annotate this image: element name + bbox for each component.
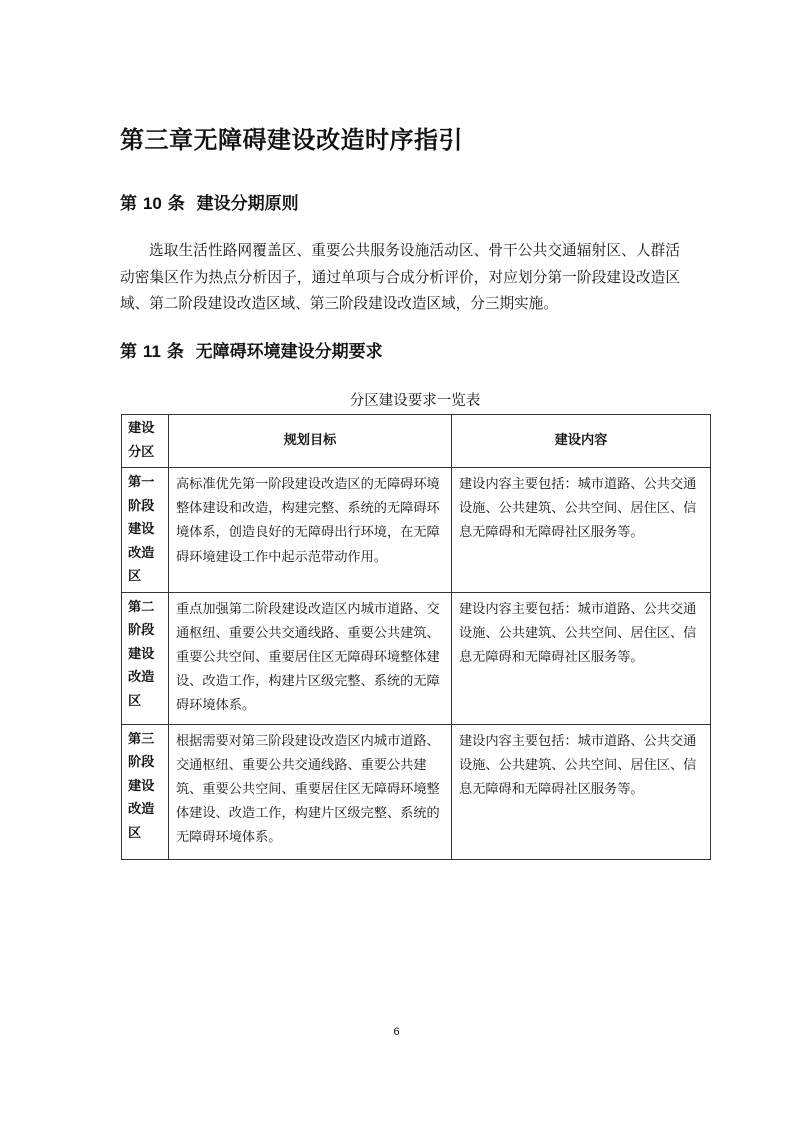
content-cell: 建设内容主要包括：城市道路、公共交通设施、公共建筑、公共空间、居住区、信息无障碍和无障碍社区服务等。 <box>452 592 711 724</box>
article-10-paragraph: 选取生活性路网覆盖区、重要公共服务设施活动区、骨干公共交通辐射区、人群活动密集区作为热点分析因子，通过单项与合成分析评价，对应划分第一阶段建设改造区域、第二阶段建设改造区域、第三阶段建设改造区域，分三期实施。 <box>120 242 680 312</box>
table-header-row <box>122 415 711 468</box>
chapter-title: 第三章无障碍建设改造时序指引 <box>120 126 463 154</box>
article-suffix: 条 <box>167 194 185 214</box>
zone-cell: 第一阶段建设改造区 <box>122 468 169 593</box>
header-goal: 规划目标 <box>169 415 452 468</box>
article-11-heading <box>120 340 383 364</box>
goal-cell: 重点加强第二阶段建设改造区内城市道路、交通枢纽、重要公共交通线路、重要公共建筑、重要公共空间、重要居住区无障碍环境整体建设、改造工作，构建片区级完整、系统的无障碍环境体系。 <box>169 592 452 724</box>
table-row <box>122 592 711 724</box>
zone-cell: 第二阶段建设改造区 <box>122 592 169 724</box>
table-caption: 分区建设要求一览表 <box>349 393 481 409</box>
article-prefix: 第 <box>120 194 137 214</box>
header-content: 建设内容 <box>452 415 711 468</box>
article-number: 11 <box>142 342 161 361</box>
zone-requirements-table <box>121 414 711 860</box>
article-suffix: 条 <box>166 342 184 362</box>
table-row <box>122 468 711 593</box>
article-title: 无障碍环境建设分期要求 <box>195 342 383 362</box>
zone-cell: 第三阶段建设改造区 <box>122 724 169 859</box>
page-number: 6 <box>393 1026 400 1038</box>
article-number: 10 <box>142 194 162 213</box>
goal-cell: 根据需要对第三阶段建设改造区内城市道路、交通枢纽、重要公共交通线路、重要公共建筑、重要公共空间、重要居住区无障碍环境整体建设、改造工作，构建片区级完整、系统的无障碍环境体系。 <box>169 724 452 859</box>
content-cell: 建设内容主要包括：城市道路、公共交通设施、公共建筑、公共空间、居住区、信息无障碍和无障碍社区服务等。 <box>452 724 711 859</box>
article-prefix: 第 <box>120 342 137 362</box>
table-row <box>122 724 711 859</box>
header-zone: 建设分区 <box>122 415 169 468</box>
content-cell: 建设内容主要包括：城市道路、公共交通设施、公共建筑、公共空间、居住区、信息无障碍和无障碍社区服务等。 <box>452 468 711 593</box>
goal-cell: 高标准优先第一阶段建设改造区的无障碍环境整体建设和改造，构建完整、系统的无障碍环境体系，创造良好的无障碍出行环境，在无障碍环境建设工作中起示范带动作用。 <box>169 468 452 593</box>
article-title: 建设分期原则 <box>196 194 299 214</box>
article-10-heading <box>120 192 299 216</box>
